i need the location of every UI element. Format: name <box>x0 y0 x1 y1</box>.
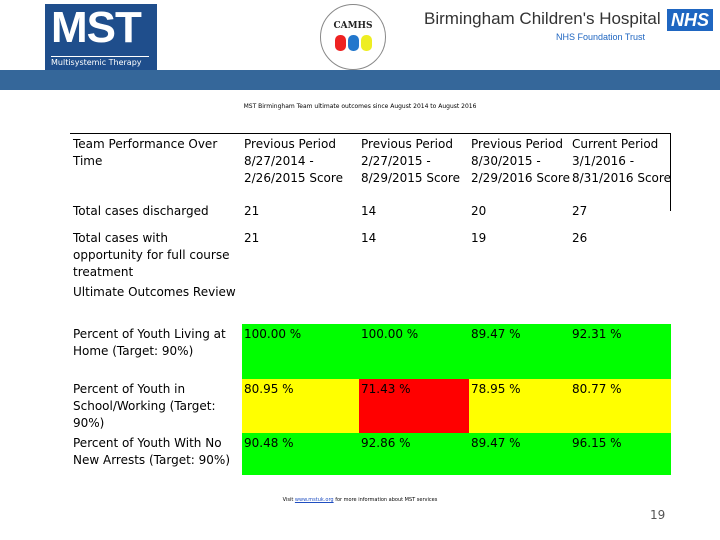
section-label: Ultimate Outcomes Review <box>73 285 236 299</box>
outcome-value: 92.86 % <box>359 433 469 475</box>
outcome-value: 100.00 % <box>359 324 469 379</box>
row-value: 14 <box>361 231 377 245</box>
outcome-value: 90.48 % <box>242 433 359 475</box>
outcome-label: Percent of Youth in School/Working (Target: 90%) <box>73 382 216 430</box>
header-band <box>0 70 720 90</box>
row-label: Total cases with opportunity for full course treatment <box>73 231 230 279</box>
outcome-value: 80.77 % <box>570 379 671 433</box>
outcome-value: 92.31 % <box>570 324 671 379</box>
page-number: 19 <box>650 508 666 522</box>
outcome-label: Percent of Youth With No New Arrests (Target: 90%) <box>73 436 231 467</box>
outcome-value: 89.47 % <box>469 433 570 475</box>
row-value: 21 <box>244 204 260 218</box>
slide-title: MST Birmingham Team ultimate outcomes since August 2014 to August 2016 <box>243 103 477 110</box>
column-header: Previous Period 8/30/2015 - 2/29/2016 Score <box>471 137 570 185</box>
row-label: Total cases discharged <box>73 204 209 218</box>
mst-logo: MST Multisystemic Therapy <box>45 4 157 70</box>
mst-link[interactable]: www.mstuk.org <box>294 497 334 503</box>
column-header: Previous Period 8/27/2014 - 2/26/2015 Score <box>244 137 343 185</box>
footer-note: Visit www.mstuk.org for more information about MST services <box>282 497 438 503</box>
row-value: 19 <box>471 231 487 245</box>
row-value: 27 <box>572 204 588 218</box>
row-value: 26 <box>572 231 588 245</box>
hospital-name: Birmingham Children's Hospital <box>424 9 661 28</box>
header-label: Team Performance Over Time <box>73 137 218 168</box>
outcome-label: Percent of Youth Living at Home (Target: 90%) <box>73 327 226 358</box>
camhs-logo: CAMHS <box>320 4 386 70</box>
trust-name: NHS Foundation Trust <box>556 32 646 42</box>
row-value: 21 <box>244 231 260 245</box>
outcome-value: 71.43 % <box>359 379 469 433</box>
outcome-value: 100.00 % <box>242 324 359 379</box>
row-value: 14 <box>361 204 377 218</box>
row-value: 20 <box>471 204 487 218</box>
outcome-value: 89.47 % <box>469 324 570 379</box>
outcome-value: 78.95 % <box>469 379 570 433</box>
column-header: Current Period 3/1/2016 - 8/31/2016 Score <box>572 137 671 185</box>
column-header: Previous Period 2/27/2015 - 8/29/2015 Score <box>361 137 460 185</box>
outcome-value: 96.15 % <box>570 433 671 475</box>
outcome-value: 80.95 % <box>242 379 359 433</box>
nhs-logo: NHS <box>667 9 713 31</box>
